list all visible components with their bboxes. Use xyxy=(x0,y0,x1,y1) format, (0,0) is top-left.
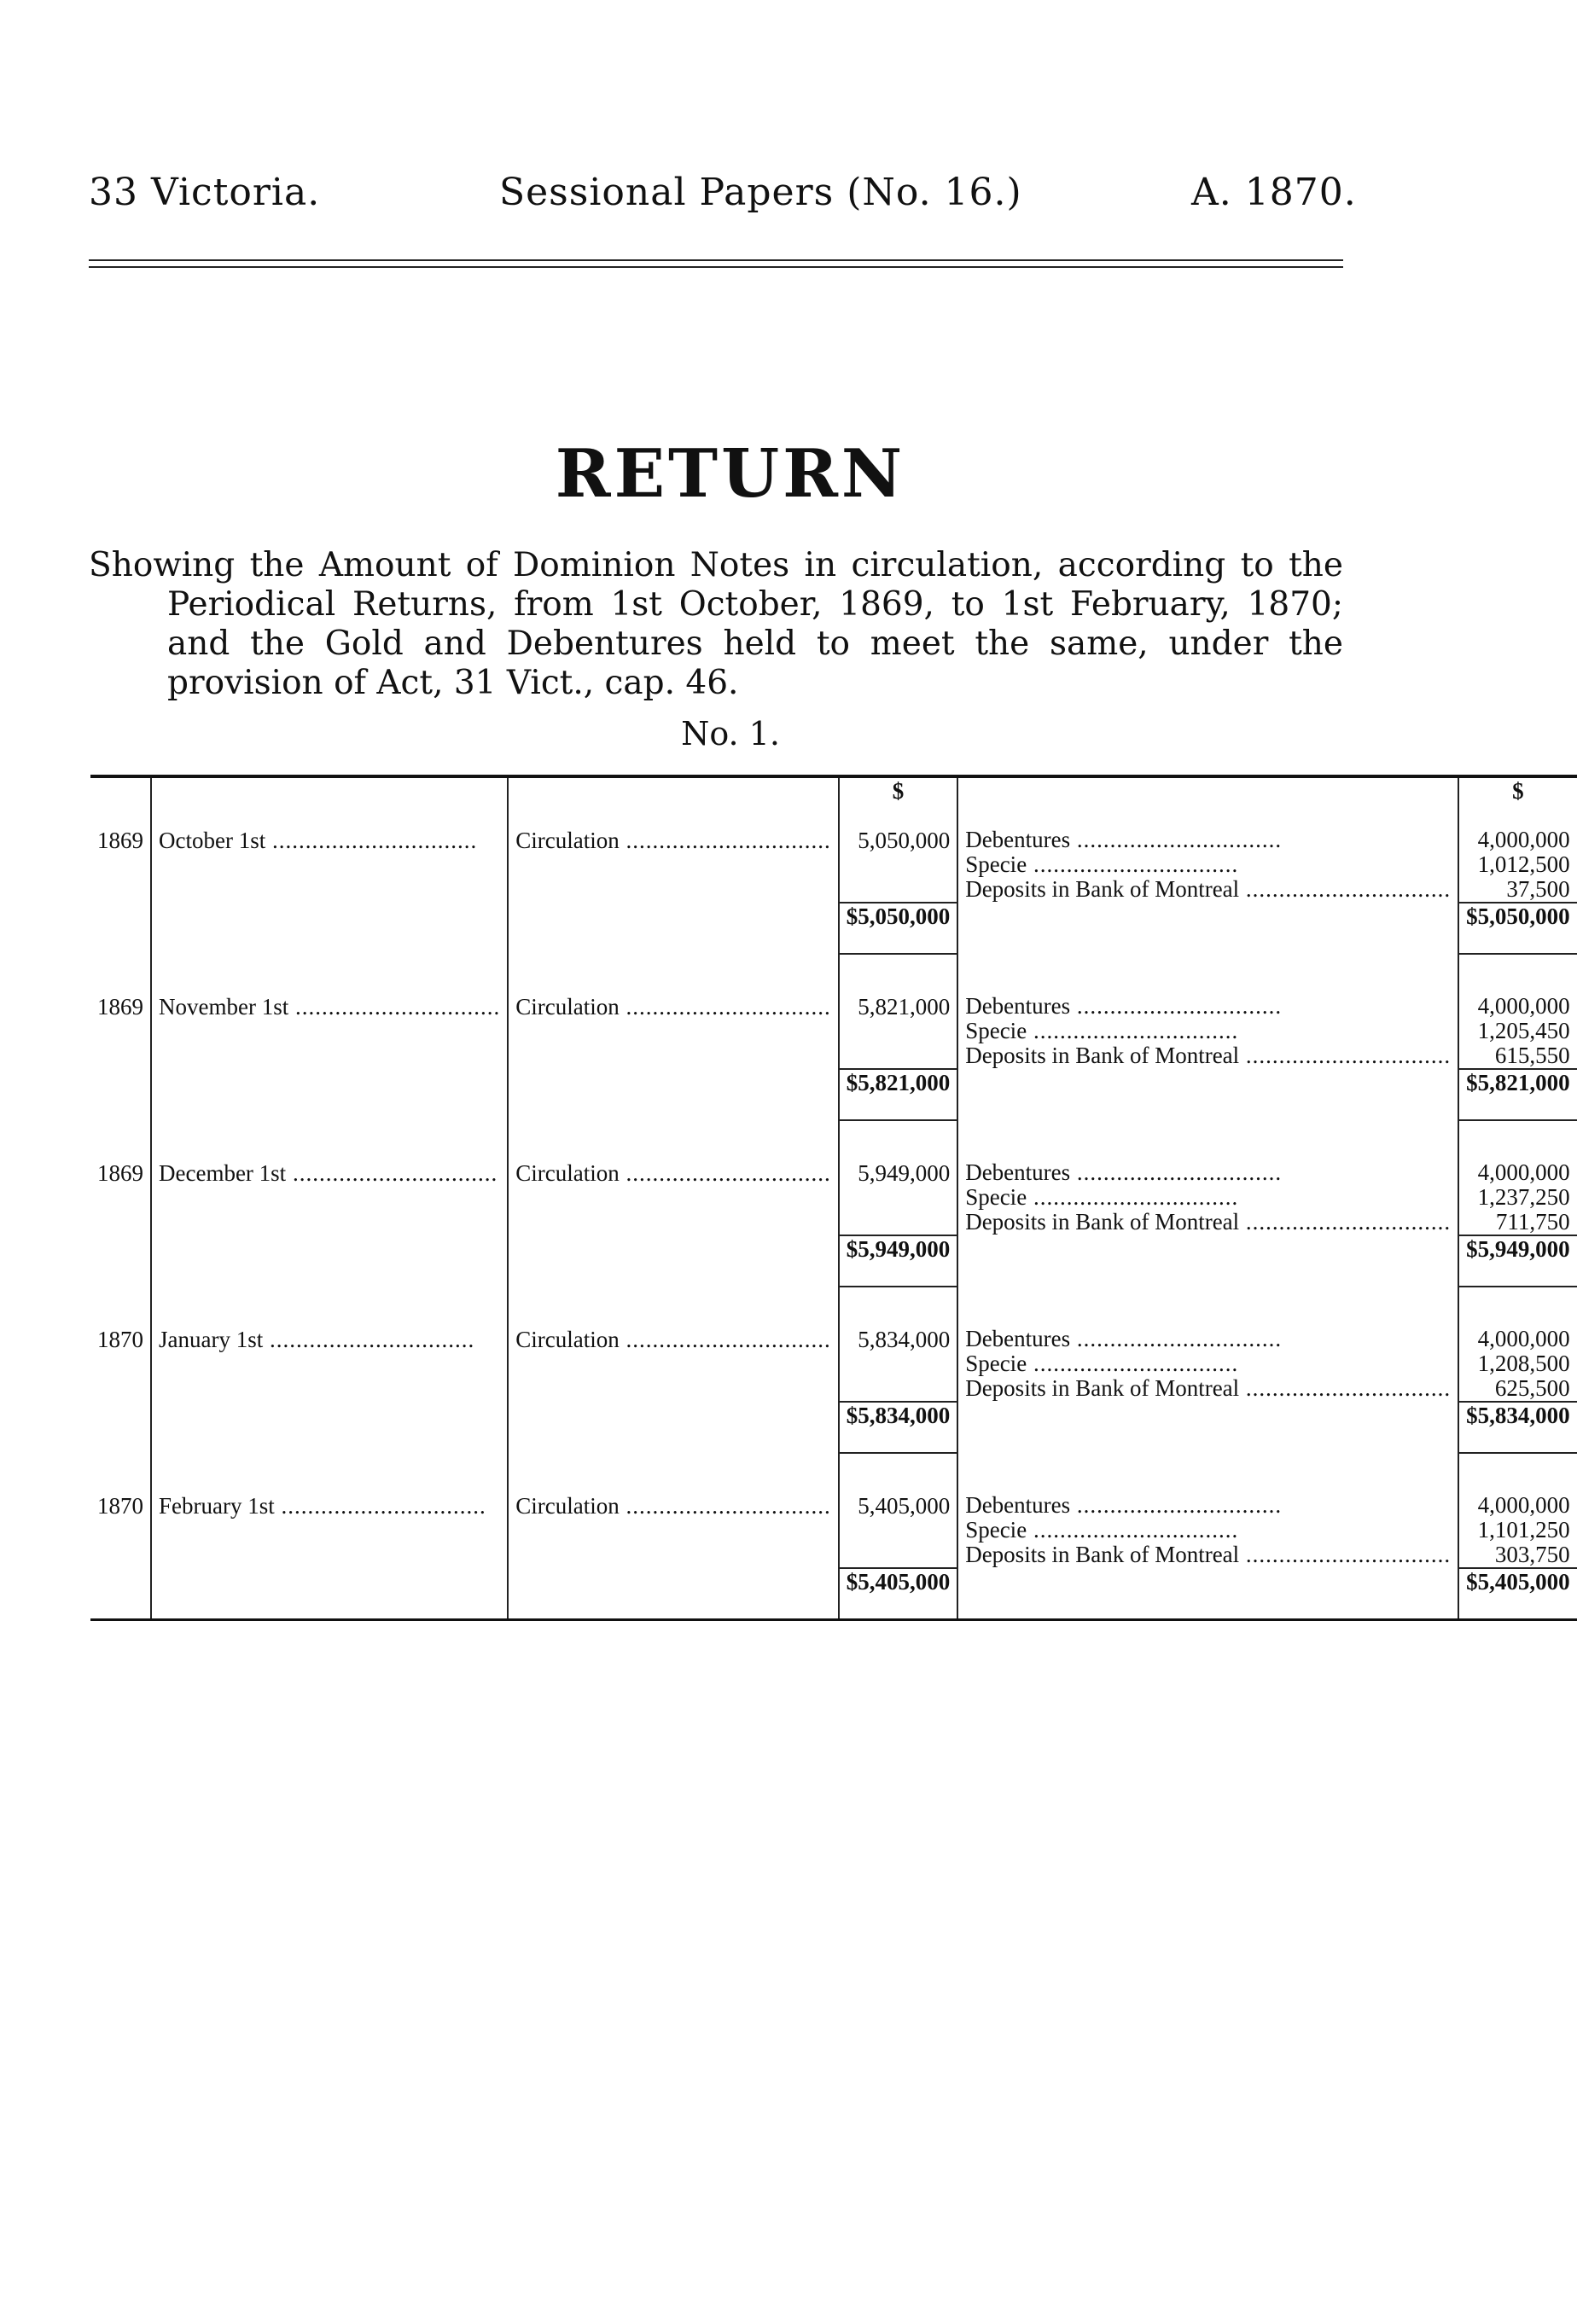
holding-value: 4,000,000 xyxy=(1477,1326,1570,1351)
spacer-cell xyxy=(151,1287,508,1327)
items-header-cell xyxy=(957,776,1458,828)
holding-name-text: Deposits in Bank of Montreal ..... xyxy=(965,1542,1451,1567)
return-table-body xyxy=(90,776,1577,1620)
row-circulation-text: Circulation ..... xyxy=(515,994,830,1020)
spacer-cell xyxy=(1458,1287,1577,1327)
header-year: A. 1870. xyxy=(1191,171,1357,214)
row-holdings-values xyxy=(1458,1493,1577,1568)
spacer-cell xyxy=(839,1120,958,1160)
currency-header-left: $ xyxy=(839,776,958,828)
row-year: 1870 xyxy=(97,1493,143,1519)
holding-name-text: Specie ..... xyxy=(965,1517,1238,1543)
holding-value: 1,101,250 xyxy=(1477,1517,1570,1543)
total-label-cell xyxy=(508,903,838,954)
holding-name-text: Deposits in Bank of Montreal ..... xyxy=(965,1375,1451,1401)
row-circulation-amount: 5,949,000 xyxy=(839,1160,958,1235)
row-month xyxy=(151,1493,508,1568)
holding-name-text: Specie ..... xyxy=(965,1184,1238,1210)
spacer-cell xyxy=(839,1453,958,1493)
spacer-cell xyxy=(151,1120,508,1160)
holding-name-text: Debentures ..... xyxy=(965,993,1282,1019)
holding-name xyxy=(965,994,1451,1019)
row-circulation-label xyxy=(508,1160,838,1235)
holding-value: 1,208,500 xyxy=(1477,1351,1570,1376)
header-rule-top xyxy=(89,259,1343,261)
row-holdings-values xyxy=(1458,1327,1577,1402)
return-number: No. 1. xyxy=(681,715,780,752)
holding-value: 4,000,000 xyxy=(1477,993,1570,1019)
row-circulation-label xyxy=(508,1327,838,1402)
total-month-cell xyxy=(151,1235,508,1287)
row-year: 1869 xyxy=(97,994,143,1020)
return-row xyxy=(90,1327,1577,1402)
row-circulation-label xyxy=(508,994,838,1069)
row-month-text: February 1st ..... xyxy=(159,1493,486,1519)
holding-name-text: Debentures ..... xyxy=(965,1326,1282,1351)
total-label-cell xyxy=(508,1069,838,1120)
page-title: RETURN xyxy=(555,435,906,513)
total-items-cell xyxy=(957,1402,1458,1453)
holding-value: 625,500 xyxy=(1494,1375,1570,1401)
total-row xyxy=(90,1069,1577,1120)
spacer-cell xyxy=(839,1287,958,1327)
holding-name xyxy=(965,1376,1451,1401)
holding-name-text: Specie ..... xyxy=(965,1351,1238,1376)
total-month-cell xyxy=(151,903,508,954)
holding-value: 1,237,250 xyxy=(1477,1184,1570,1210)
total-year-cell xyxy=(90,1069,151,1120)
holding-name xyxy=(965,828,1451,852)
holding-name-text: Deposits in Bank of Montreal ..... xyxy=(965,1043,1451,1068)
spacer-cell xyxy=(508,1453,838,1493)
holding-name xyxy=(965,852,1451,877)
total-holdings: $5,949,000 xyxy=(1458,1235,1577,1287)
row-year: 1869 xyxy=(97,828,143,853)
holding-value: 4,000,000 xyxy=(1477,827,1570,852)
total-items-cell xyxy=(957,1568,1458,1620)
holding-name-text: Specie ..... xyxy=(965,1018,1238,1043)
total-holdings: $5,405,000 xyxy=(1458,1568,1577,1620)
row-month-text: January 1st ..... xyxy=(159,1327,474,1352)
return-row xyxy=(90,994,1577,1069)
spacer-cell xyxy=(508,954,838,994)
return-table xyxy=(90,775,1577,1621)
row-circulation-text: Circulation ..... xyxy=(515,1327,830,1352)
holding-value: 37,500 xyxy=(1506,876,1570,902)
spacer-cell xyxy=(151,1453,508,1493)
label-header-cell xyxy=(508,776,838,828)
total-row xyxy=(90,1568,1577,1620)
spacer-cell xyxy=(508,1120,838,1160)
total-month-cell xyxy=(151,1568,508,1620)
row-circulation-text: Circulation ..... xyxy=(515,1160,830,1186)
spacer-cell xyxy=(957,1453,1458,1493)
total-holdings: $5,821,000 xyxy=(1458,1069,1577,1120)
row-circulation-label xyxy=(508,828,838,903)
holding-value: 1,012,500 xyxy=(1477,851,1570,877)
holding-name xyxy=(965,1543,1451,1567)
holding-name-text: Specie ..... xyxy=(965,851,1238,877)
header-session: 33 Victoria. xyxy=(89,171,321,214)
row-month-text: November 1st ..... xyxy=(159,994,500,1020)
holding-name-text: Deposits in Bank of Montreal ..... xyxy=(965,876,1451,902)
page-subtitle xyxy=(89,546,1343,703)
holding-value: 4,000,000 xyxy=(1477,1159,1570,1185)
holding-name-text: Debentures ..... xyxy=(965,1159,1282,1185)
return-row xyxy=(90,1160,1577,1235)
total-holdings: $5,834,000 xyxy=(1458,1402,1577,1453)
total-holdings: $5,050,000 xyxy=(1458,903,1577,954)
month-header-cell xyxy=(151,776,508,828)
total-items-cell xyxy=(957,903,1458,954)
total-circulation: $5,949,000 xyxy=(839,1235,958,1287)
total-label-cell xyxy=(508,1235,838,1287)
row-holdings xyxy=(957,1327,1458,1402)
row-circulation-text: Circulation ..... xyxy=(515,1493,830,1519)
subtitle-text: Showing the Amount of Dominion Notes in circulation, according to the Periodical Returns, from 1st October, 1869, to 1st February, 1870; and the Gold and Debentures held to meet the same, under the provision of Act, 31 Vict., cap. 46. xyxy=(89,546,1343,702)
row-month xyxy=(151,828,508,903)
row-month xyxy=(151,1327,508,1402)
row-circulation-label xyxy=(508,1493,838,1568)
spacer-cell xyxy=(508,1287,838,1327)
spacer-cell xyxy=(1458,1453,1577,1493)
spacer-cell xyxy=(839,954,958,994)
row-month-text: October 1st ..... xyxy=(159,828,477,853)
row-month-text: December 1st ..... xyxy=(159,1160,498,1186)
spacer-cell xyxy=(90,1287,151,1327)
row-year: 1869 xyxy=(97,1160,143,1186)
currency-header-right: $ xyxy=(1458,776,1577,828)
total-label-cell xyxy=(508,1568,838,1620)
total-row xyxy=(90,1402,1577,1453)
total-items-cell xyxy=(957,1069,1458,1120)
total-row xyxy=(90,903,1577,954)
header-sessional-papers: Sessional Papers (No. 16.) xyxy=(499,171,1022,214)
holding-value: 4,000,000 xyxy=(1477,1492,1570,1518)
total-circulation: $5,405,000 xyxy=(839,1568,958,1620)
spacer-cell xyxy=(90,954,151,994)
spacer-cell xyxy=(957,1287,1458,1327)
spacer-cell xyxy=(90,1120,151,1160)
total-month-cell xyxy=(151,1069,508,1120)
spacer-cell xyxy=(957,1120,1458,1160)
return-row xyxy=(90,828,1577,903)
row-month xyxy=(151,994,508,1069)
year-header-cell xyxy=(90,776,151,828)
row-circulation-amount: 5,834,000 xyxy=(839,1327,958,1402)
holding-name xyxy=(965,877,1451,902)
holding-name xyxy=(965,1160,1451,1185)
row-holdings xyxy=(957,1160,1458,1235)
total-row xyxy=(90,1235,1577,1287)
spacer-cell xyxy=(957,954,1458,994)
row-year: 1870 xyxy=(97,1327,143,1352)
holding-value: 615,550 xyxy=(1494,1043,1570,1068)
total-year-cell xyxy=(90,903,151,954)
holding-name-text: Debentures ..... xyxy=(965,1492,1282,1518)
spacer-cell xyxy=(1458,1120,1577,1160)
return-row xyxy=(90,1493,1577,1568)
row-month xyxy=(151,1160,508,1235)
row-holdings xyxy=(957,828,1458,903)
holding-value: 711,750 xyxy=(1495,1209,1570,1235)
row-circulation-amount: 5,821,000 xyxy=(839,994,958,1069)
row-circulation-amount: 5,050,000 xyxy=(839,828,958,903)
holding-name-text: Debentures ..... xyxy=(965,827,1282,852)
holding-name xyxy=(965,1019,1451,1043)
holding-value: 303,750 xyxy=(1494,1542,1570,1567)
total-year-cell xyxy=(90,1402,151,1453)
total-year-cell xyxy=(90,1235,151,1287)
holding-value: 1,205,450 xyxy=(1477,1018,1570,1043)
total-circulation: $5,834,000 xyxy=(839,1402,958,1453)
total-items-cell xyxy=(957,1235,1458,1287)
row-holdings xyxy=(957,994,1458,1069)
total-year-cell xyxy=(90,1568,151,1620)
total-label-cell xyxy=(508,1402,838,1453)
holding-name xyxy=(965,1351,1451,1376)
header-rule-bottom xyxy=(89,266,1343,268)
holding-name xyxy=(965,1493,1451,1518)
currency-header-row xyxy=(90,776,1577,828)
spacer-cell xyxy=(151,954,508,994)
row-spacer xyxy=(90,1287,1577,1327)
total-circulation: $5,050,000 xyxy=(839,903,958,954)
row-circulation-text: Circulation ..... xyxy=(515,828,830,853)
row-holdings-values xyxy=(1458,1160,1577,1235)
holding-name xyxy=(965,1210,1451,1235)
row-holdings-values xyxy=(1458,828,1577,903)
spacer-cell xyxy=(1458,954,1577,994)
holding-name xyxy=(965,1043,1451,1068)
row-holdings xyxy=(957,1493,1458,1568)
holding-name xyxy=(965,1327,1451,1351)
row-spacer xyxy=(90,1453,1577,1493)
row-holdings-values xyxy=(1458,994,1577,1069)
row-circulation-amount: 5,405,000 xyxy=(839,1493,958,1568)
spacer-cell xyxy=(90,1453,151,1493)
holding-name-text: Deposits in Bank of Montreal ..... xyxy=(965,1209,1451,1235)
row-spacer xyxy=(90,954,1577,994)
holding-name xyxy=(965,1185,1451,1210)
row-spacer xyxy=(90,1120,1577,1160)
total-month-cell xyxy=(151,1402,508,1453)
holding-name xyxy=(965,1518,1451,1543)
total-circulation: $5,821,000 xyxy=(839,1069,958,1120)
